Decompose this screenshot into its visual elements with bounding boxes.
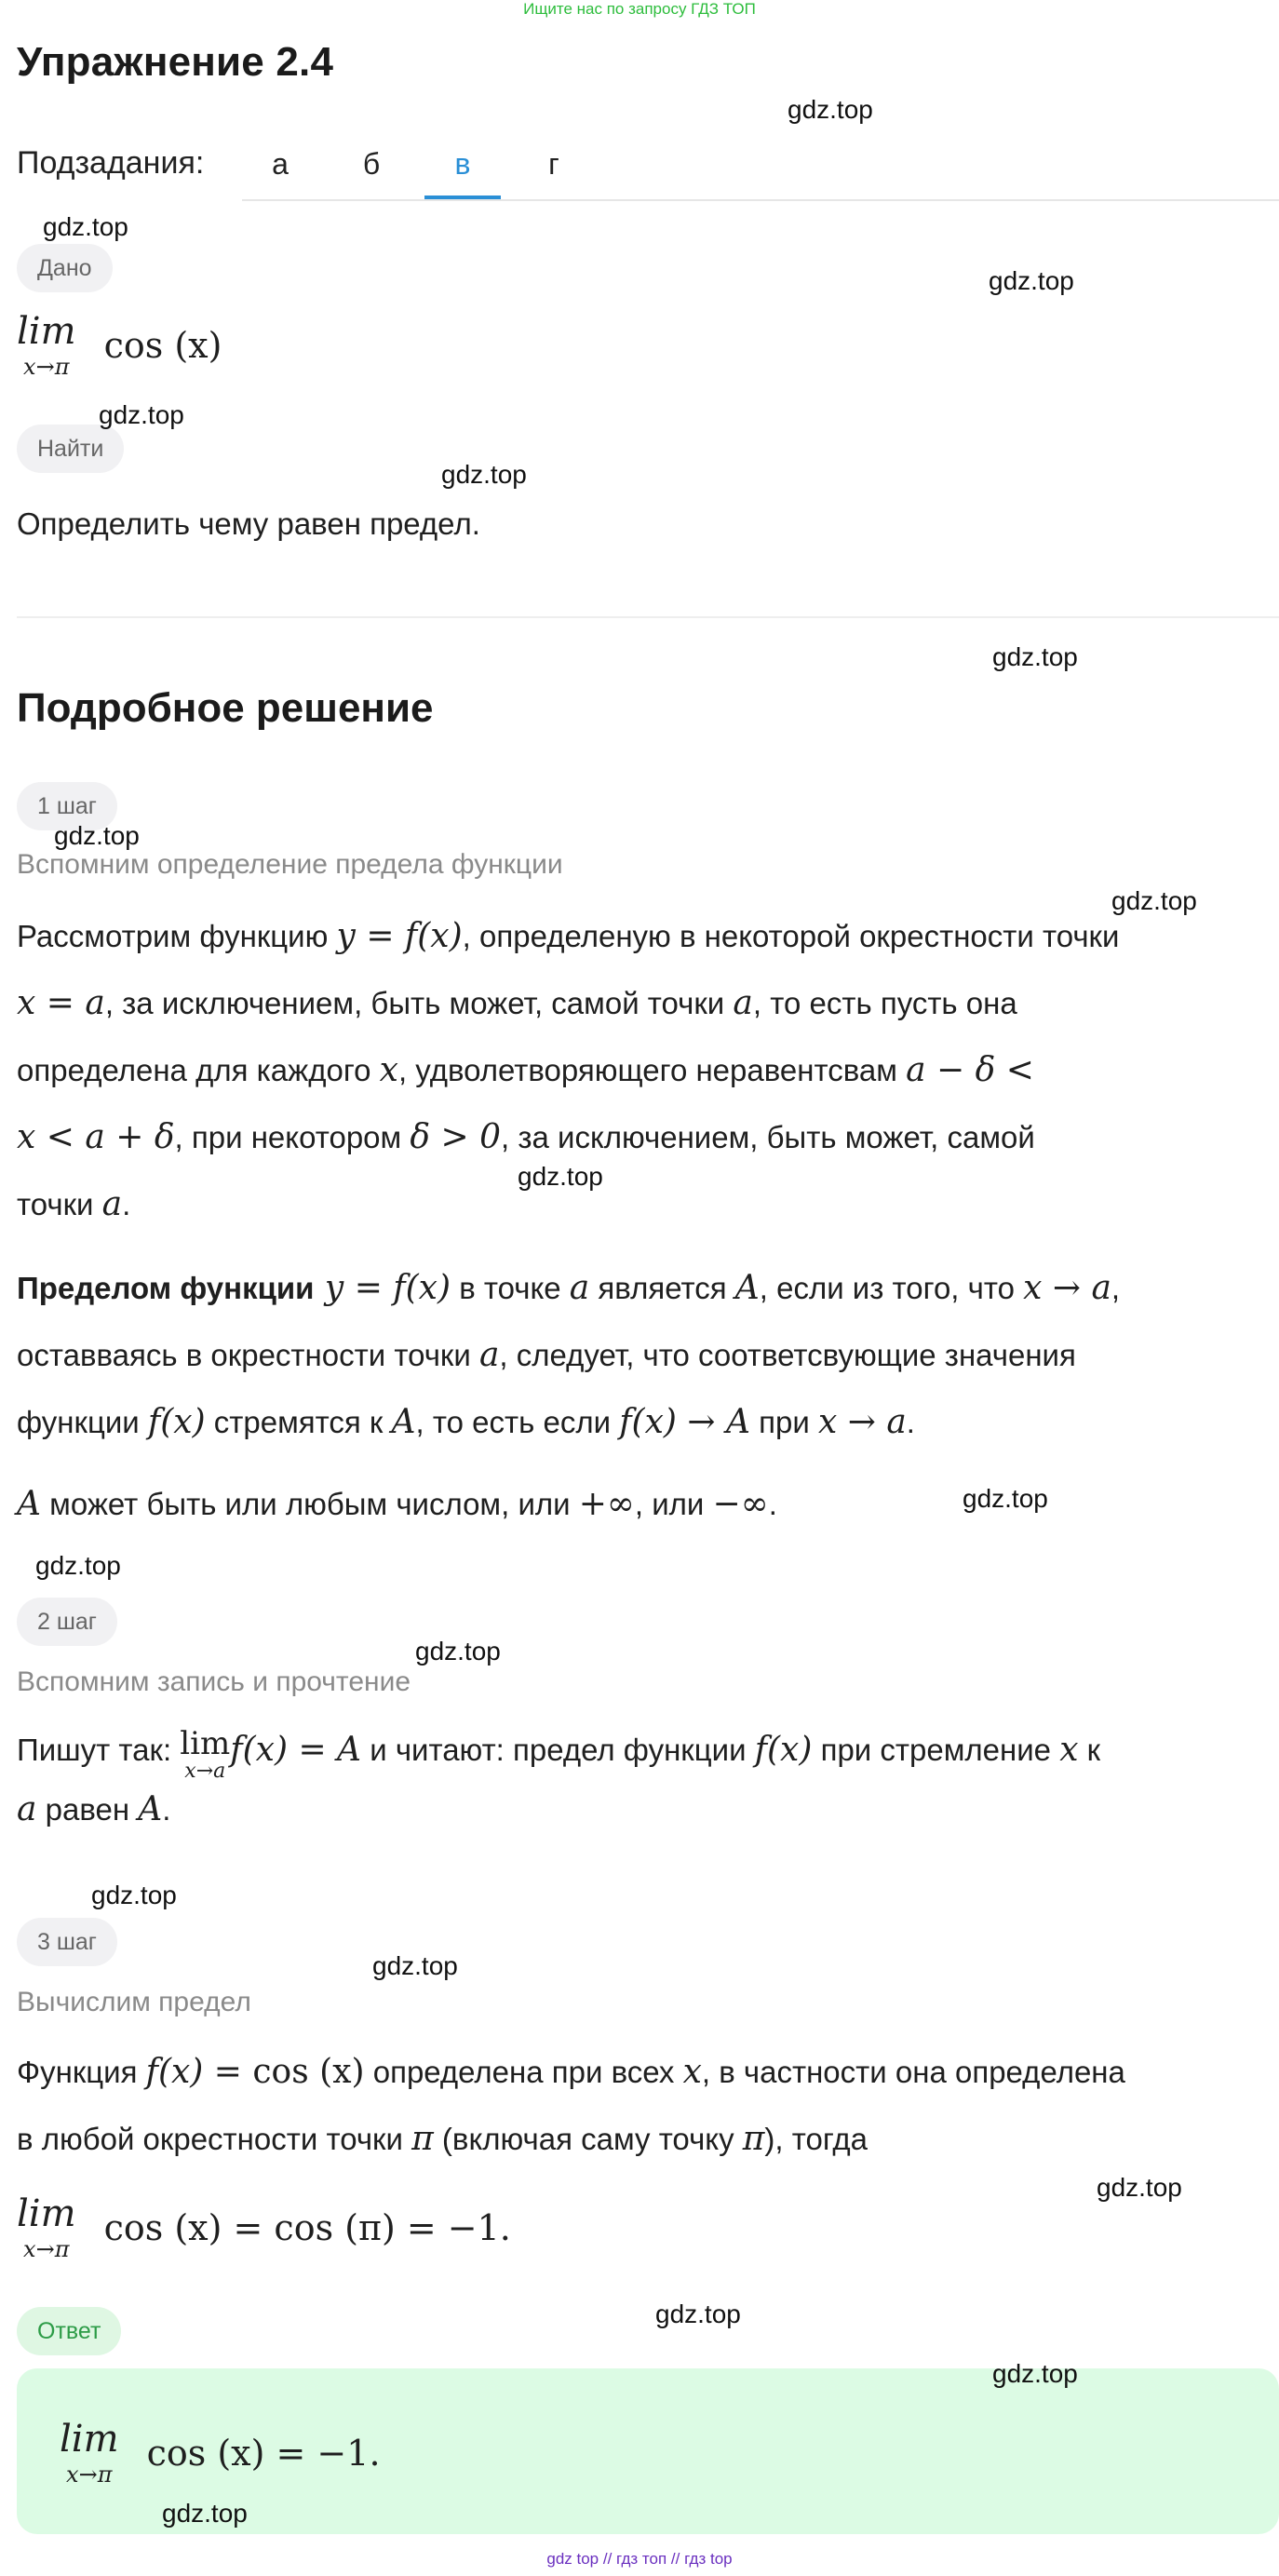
text-line: Пределом функции y = f(x) в точке a является A, если из того, что x → a,: [17, 1269, 1121, 1307]
tab-a[interactable]: а: [272, 147, 289, 181]
text-line: x = a, за исключением, быть может, самой точки a, то есть пусть она: [17, 984, 1017, 1022]
watermark: gdz.top: [35, 1551, 121, 1580]
step-1-paragraph-2: [17, 1255, 1120, 1456]
watermark: gdz.top: [989, 266, 1074, 295]
text-line: A может быть или любым числом, или +∞, или −∞.: [17, 1485, 777, 1523]
tab-g[interactable]: г: [548, 147, 559, 181]
limit-operator: [17, 310, 76, 380]
given-expression: [17, 310, 222, 380]
subtasks-label: Подзадания:: [17, 145, 205, 181]
watermark: gdz.top: [43, 212, 128, 241]
watermark: gdz.top: [788, 95, 873, 124]
text-line: Рассмотрим функцию y = f(x), определеную в некоторой окрестности точки: [17, 917, 1120, 955]
watermark: gdz.top: [91, 1881, 177, 1909]
step-1-paragraph-3: [17, 1471, 777, 1538]
subtask-tabs: [242, 130, 1279, 201]
footer: [0, 2550, 1279, 2569]
text-line: a равен A.: [17, 1790, 171, 1828]
page-title: Упражнение 2.4: [17, 39, 334, 85]
text-line: точки a.: [17, 1185, 131, 1223]
footer-link[interactable]: гдз top: [684, 2550, 733, 2568]
divider: [17, 616, 1279, 618]
step-3-subtitle: Вычислим предел: [17, 1987, 251, 2017]
footer-link[interactable]: gdz top: [546, 2550, 599, 2568]
watermark: gdz.top: [1111, 886, 1197, 915]
solution-title: Подробное решение: [17, 685, 434, 731]
step-3-paragraph: [17, 2039, 1125, 2173]
text-line: оставваясь в окрестности точки a, следует, что соответсвующие значения: [17, 1336, 1076, 1374]
watermark: gdz.top: [992, 2359, 1078, 2388]
watermark: gdz.top: [372, 1951, 458, 1980]
watermark: gdz.top: [992, 642, 1078, 671]
lim-subscript: x→π: [23, 354, 70, 380]
given-function: cos (x): [103, 325, 222, 366]
answer-chip: Ответ: [17, 2307, 121, 2355]
text-line: Пишут так: lim x→a f(x) = A и читают: предел функции f(x) при стремление x к: [17, 1725, 1101, 1783]
step-2-paragraph: [17, 1717, 1100, 1843]
watermark: gdz.top: [655, 2300, 741, 2328]
footer-link[interactable]: гдз топ: [616, 2550, 667, 2568]
text-line: Функция f(x) = cos (x) определена при всех x, в частности она определена: [17, 2053, 1125, 2091]
tab-b[interactable]: б: [362, 147, 381, 181]
watermark: gdz.top: [99, 400, 184, 429]
step-1-chip: 1 шаг: [17, 782, 117, 830]
text-line: функции f(x) стремятся к A, то есть если f(x) → A при x → a.: [17, 1403, 915, 1441]
limit-operator: lim x→a: [180, 1725, 231, 1783]
step-1-subtitle: Вспомним определение предела функции: [17, 849, 563, 880]
find-text: Определить чему равен предел.: [17, 506, 480, 541]
watermark: gdz.top: [162, 2499, 248, 2528]
footer-separator: //: [670, 2550, 680, 2568]
answer-expression: lim x→π cos (x) = −1.: [60, 2418, 381, 2488]
step-3-result: lim x→π cos (x) = cos (π) = −1.: [17, 2192, 511, 2262]
text-line: x < a + δ, при некотором δ > 0, за исключением, быть может, самой: [17, 1118, 1035, 1156]
watermark: gdz.top: [415, 1637, 501, 1666]
footer-separator: //: [602, 2550, 613, 2568]
top-banner: Ищите нас по запросу ГДЗ ТОП: [523, 0, 756, 18]
text-line: в любой окрестности точки π (включая саму точку π), тогда: [17, 2120, 868, 2158]
step-2-chip: 2 шаг: [17, 1598, 117, 1646]
limit-operator: lim x→π: [17, 2192, 76, 2262]
step-2-subtitle: Вспомним запись и прочтение: [17, 1666, 411, 1697]
watermark: gdz.top: [963, 1484, 1048, 1513]
lim-word: lim: [17, 310, 76, 353]
watermark: gdz.top: [54, 821, 140, 850]
watermark: gdz.top: [1097, 2173, 1182, 2202]
watermark: gdz.top: [441, 460, 527, 489]
given-chip: Дано: [17, 244, 113, 292]
step-3-chip: 3 шаг: [17, 1918, 117, 1966]
find-chip: Найти: [17, 425, 124, 473]
tab-v[interactable]: в: [424, 130, 501, 199]
text-line: определена для каждого x, удволетворяющего неравентсвам a − δ <: [17, 1051, 1034, 1089]
watermark: gdz.top: [518, 1162, 603, 1191]
limit-operator: lim x→π: [60, 2418, 119, 2488]
